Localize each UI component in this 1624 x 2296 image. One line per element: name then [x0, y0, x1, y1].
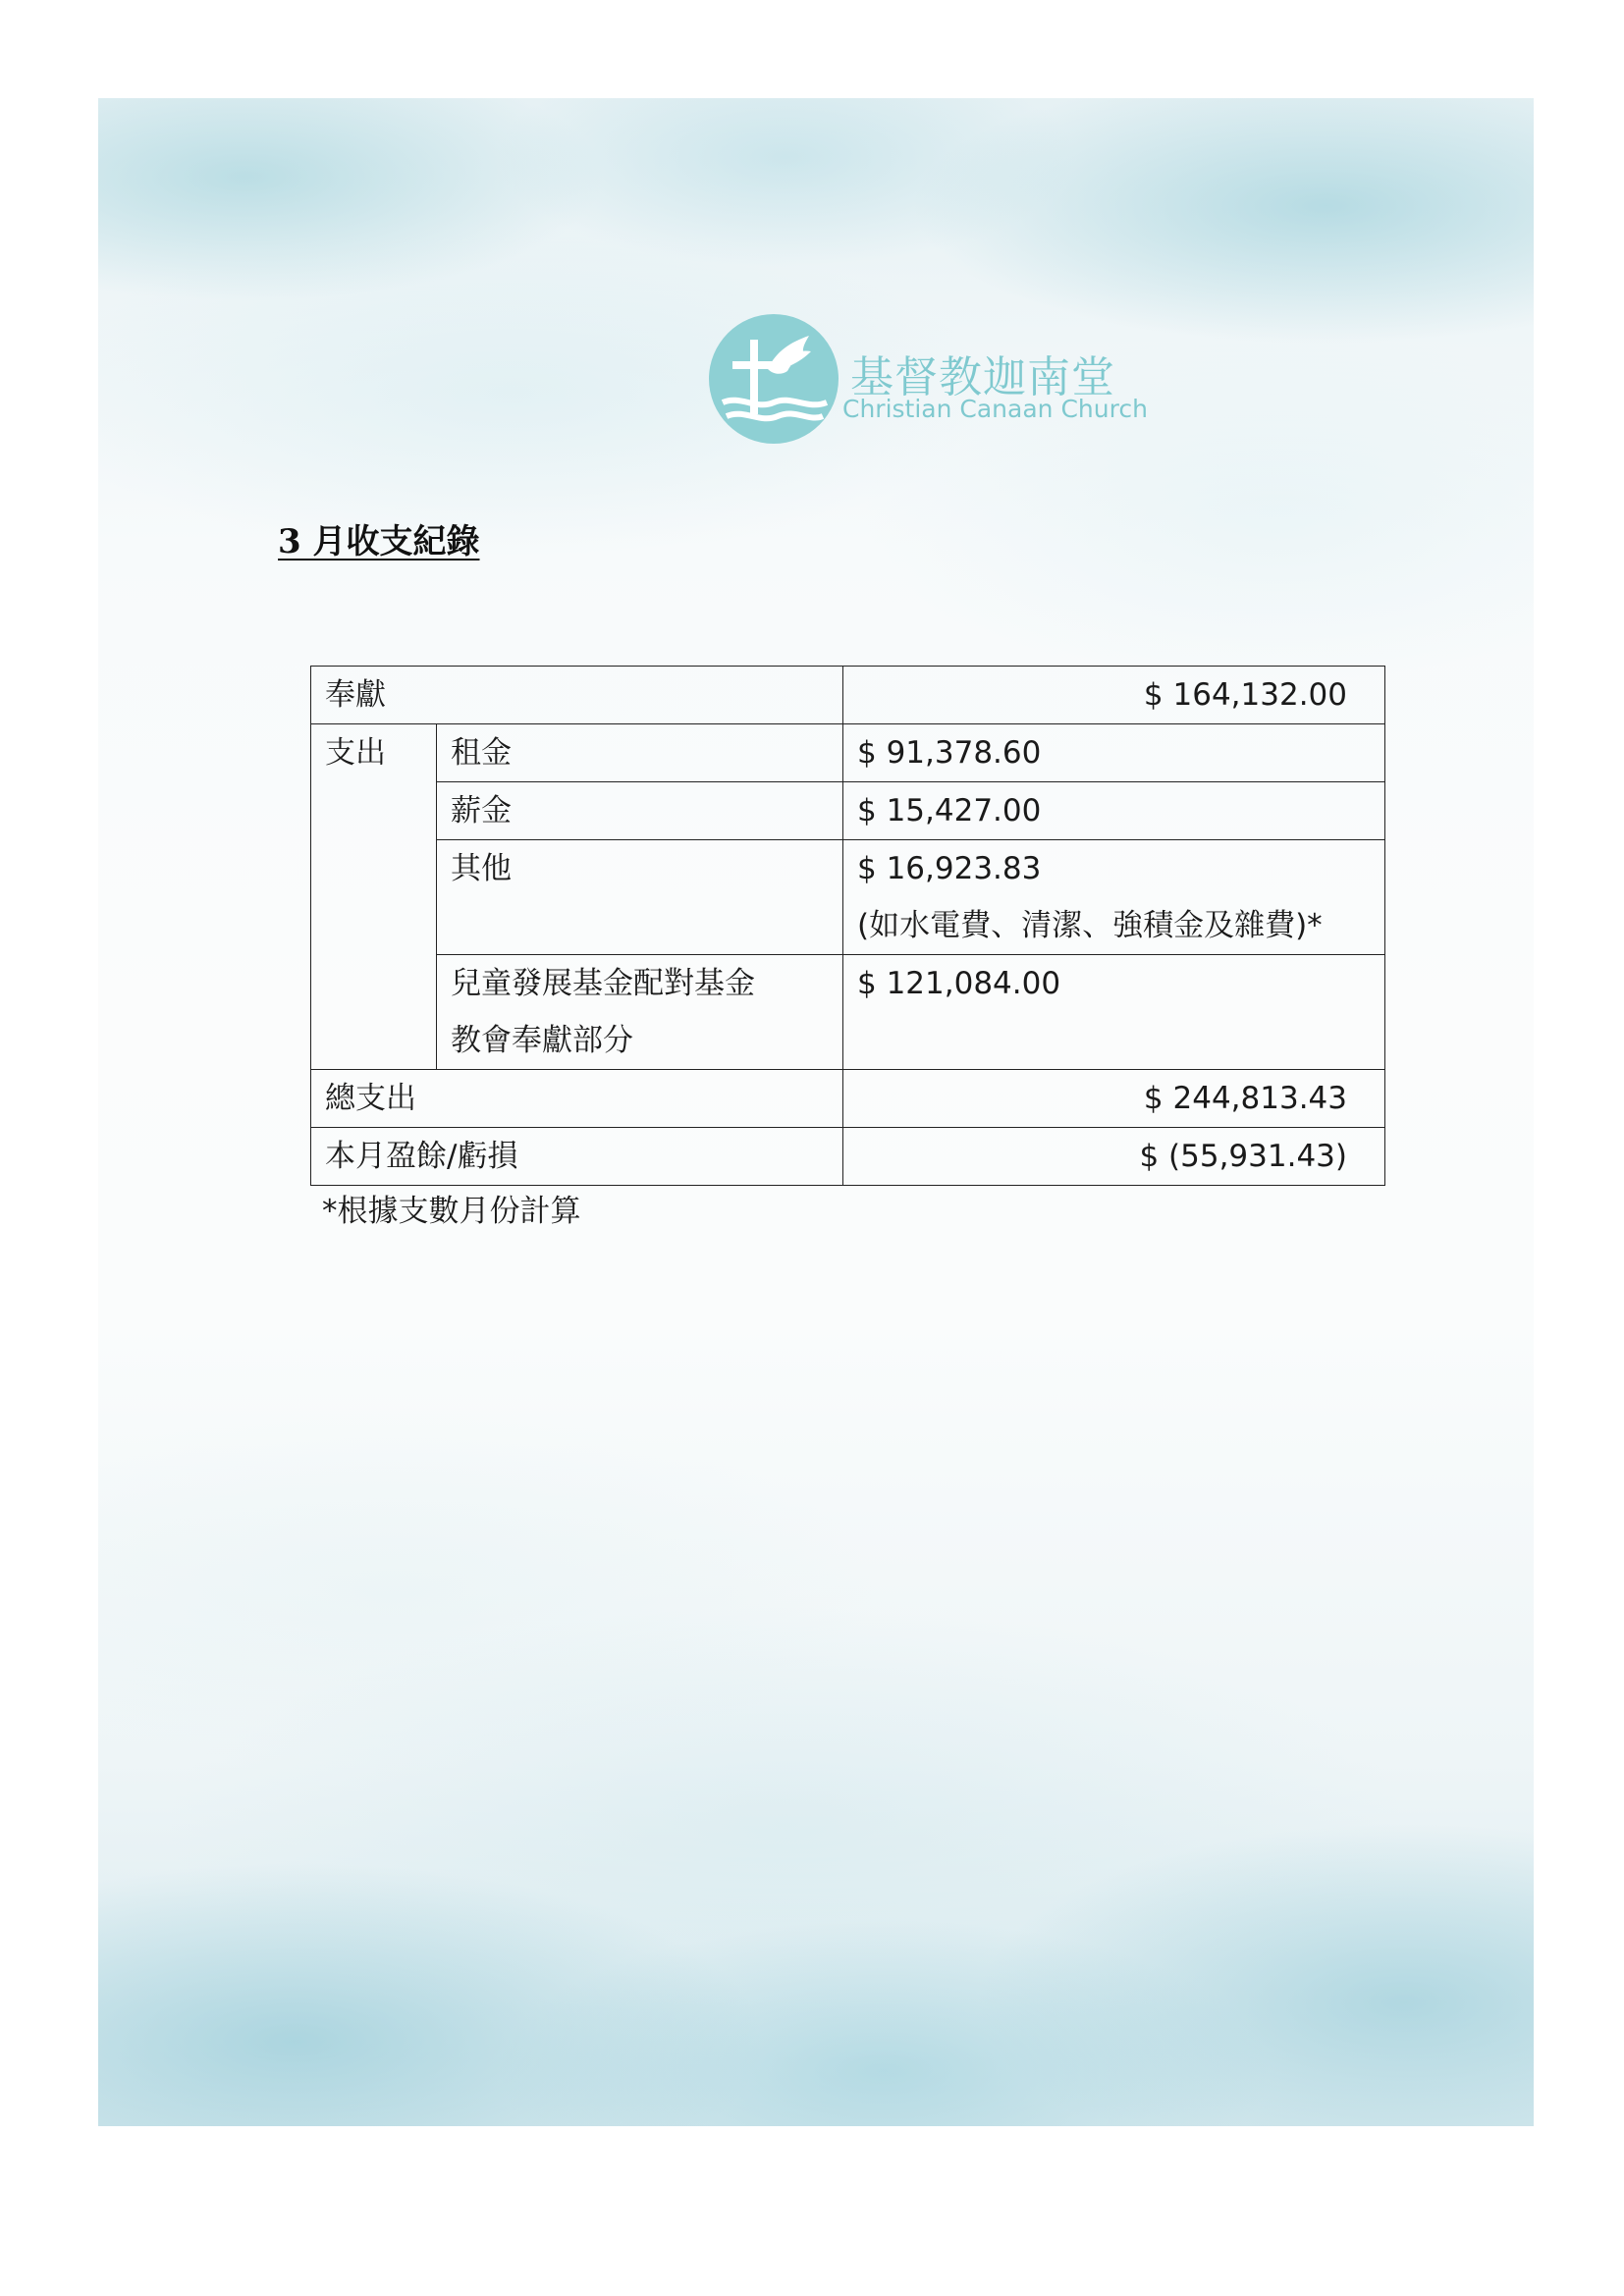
- other-label: 其他: [437, 840, 843, 955]
- expense-row-salary: [311, 782, 1385, 840]
- balance-amount: $ (55,931.43): [843, 1128, 1385, 1186]
- balance-row: [311, 1128, 1385, 1186]
- offering-amount: $ 164,132.00: [843, 667, 1385, 724]
- total-expense-amount: $ 244,813.43: [843, 1070, 1385, 1128]
- child-fund-sublabel: 教會奉獻部分: [451, 1023, 633, 1058]
- expense-row-other: [311, 840, 1385, 955]
- church-name-english: Christian Canaan Church: [842, 395, 1148, 423]
- salary-amount: $ 15,427.00: [843, 782, 1385, 840]
- offering-row: [311, 667, 1385, 724]
- expense-row-child-fund: [311, 955, 1385, 1070]
- rent-amount: $ 91,378.60: [843, 724, 1385, 782]
- other-amount: $ 16,923.83: [857, 851, 1042, 886]
- rent-label: 租金: [437, 724, 843, 782]
- salary-label: 薪金: [437, 782, 843, 840]
- balance-label: 本月盈餘/虧損: [311, 1128, 843, 1186]
- child-fund-label: 兒童發展基金配對基金: [451, 966, 755, 1001]
- total-expense-label: 總支出: [311, 1070, 843, 1128]
- church-logo: [707, 312, 1148, 450]
- child-fund-label-cell: [437, 955, 843, 1070]
- page-title: 3 月收支紀錄: [278, 522, 480, 561]
- expense-group-label: 支出: [311, 724, 437, 1070]
- offering-label: 奉獻: [311, 667, 843, 724]
- footnote: *根據支數月份計算: [322, 1194, 581, 1229]
- child-fund-amount: $ 121,084.00: [843, 955, 1385, 1070]
- total-expense-row: [311, 1070, 1385, 1128]
- cross-dove-icon: [707, 312, 840, 446]
- expense-row-rent: [311, 724, 1385, 782]
- other-amount-cell: [843, 840, 1385, 955]
- income-expense-table: [310, 666, 1385, 1186]
- other-note: (如水電費、清潔、強積金及雜費)*: [857, 908, 1323, 943]
- letterhead-background: [98, 98, 1534, 2126]
- church-name-chinese: 基督教迦南堂: [850, 352, 1115, 402]
